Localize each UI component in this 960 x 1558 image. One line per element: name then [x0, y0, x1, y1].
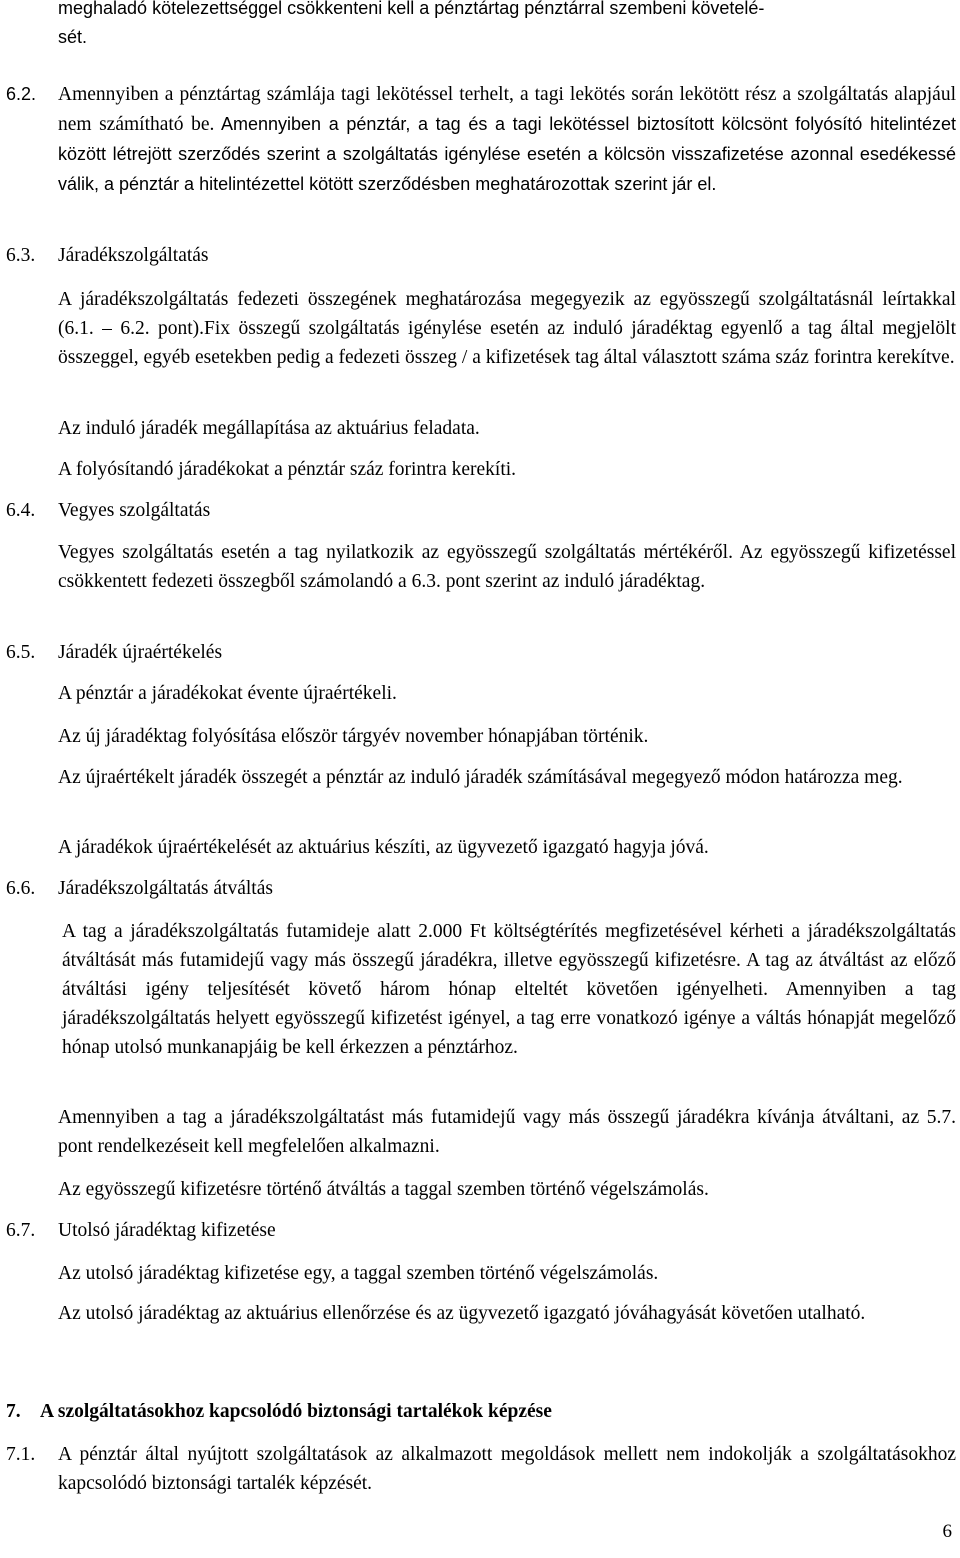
section-6-7-number: 6.7.: [6, 1220, 36, 1241]
section-6-2-text-sans: Amennyiben a pénztár, a tag és a tagi lekötéssel biztosított kölcsönt folyósító hitelintézet között létrejött szerződés szerint a szolgáltatás igénylése esetén a kölcsön visszafizetése azonnal esedékessé válik, a pénztár a hitelintézettel kötött szerződésben meghatározottak szerint jár el.: [58, 114, 957, 194]
section-6-5-paragraph-3: Az újraértékelt járadék összegét a pénztár az induló járadék számításával megegyező módon határozza meg.: [58, 767, 903, 788]
section-7-1-text: A pénztár által nyújtott szolgáltatások az alkalmazott megoldások mellett nem indokolják a szolgáltatásokhoz kapcsolódó biztonsági tartalék képzését.: [58, 1444, 956, 1494]
section-6-3-paragraph-1: A járadékszolgáltatás fedezeti összegének meghatározása megegyezik az egyösszegű szolgáltatásnál leírtakkal (6.1. – 6.2. pont).Fix összegű szolgáltatás igénylése esetén az induló járadéktag egyenlő a tag által megjelölt összeggel, egyéb esetekben pedig a fedezeti összeg / a kifizetések tag által választott száma száz forintra kerekítve.: [58, 289, 956, 368]
section-6-4-title: Vegyes szolgáltatás: [58, 500, 211, 521]
section-6-4-number: 6.4.: [6, 500, 36, 521]
section-6-6-title: Járadékszolgáltatás átváltás: [58, 878, 273, 899]
section-6-7-paragraph-1: Az utolsó járadéktag kifizetése egy, a taggal szemben történő végelszámolás.: [58, 1263, 659, 1284]
section-6-2-number: 6.2.: [6, 84, 37, 104]
section-6-4-paragraph-1: Vegyes szolgáltatás esetén a tag nyilatkozik az egyösszegű szolgáltatás mértékéről. Az egyösszegű kifizetéssel csökkentett fedezeti összegből számolandó a 6.3. pont szerint az induló járadéktag.: [58, 542, 956, 592]
carryover-line-2: sét.: [58, 27, 88, 47]
section-6-7-title: Utolsó járadéktag kifizetése: [58, 1220, 276, 1241]
section-6-6-number: 6.6.: [6, 878, 36, 899]
section-6-6-paragraph-2: Amennyiben a tag a járadékszolgáltatást más futamidejű vagy más összegű járadékra kívánja átváltani, az 5.7. pont rendelkezéseit kell megfelelően alkalmazni.: [58, 1107, 956, 1157]
section-7-title: A szolgáltatásokhoz kapcsolódó biztonsági tartalékok képzése: [40, 1401, 552, 1422]
section-6-5-number: 6.5.: [6, 642, 36, 663]
section-6-2-text-serif: Amennyiben a pénztártag számlája tagi lekötéssel terhelt, a tagi lekötés során lekötött rész a szolgáltatás alapjául nem számítható be.: [58, 84, 956, 135]
section-6-7-paragraph-2: Az utolsó járadéktag az aktuárius ellenőrzése és az ügyvezető igazgató jóváhagyását követően utalható.: [58, 1303, 866, 1324]
section-6-3-paragraph-3: A folyósítandó járadékokat a pénztár száz forintra kerekíti.: [58, 459, 517, 480]
section-6-5-paragraph-2: Az új járadéktag folyósítása először tárgyév november hónapjában történik.: [58, 726, 649, 747]
section-6-3-number: 6.3.: [6, 245, 36, 266]
page-number: 6: [942, 1521, 952, 1542]
carryover-line-1: meghaladó kötelezettséggel csökkenteni kell a pénztártag pénztárral szembeni követelé-: [58, 0, 765, 18]
section-6-5-paragraph-1: A pénztár a járadékokat évente újraértékeli.: [58, 683, 397, 704]
section-7-1-number: 7.1.: [6, 1444, 36, 1465]
section-6-5-title: Járadék újraértékelés: [58, 642, 223, 663]
section-6-2-text: [58, 80, 956, 200]
section-6-6-paragraph-1: A tag a járadékszolgáltatás futamideje alatt 2.000 Ft költségtérítés megfizetésével kérheti a járadékszolgáltatás átváltását más futamidejű vagy más összegű járadékra, illetve egyösszegű kifizetésre. A tag az átváltást az előző átváltási igény teljesítését követő három hónap elteltét követően igényelheti. Amennyiben a tag járadékszolgáltatás helyett egyösszegű kifizetést igényel, a tag erre vonatkozó igénye a váltás hónapját megelőző hónap utolsó munkanapjáig be kell érkezzen a pénztárhoz.: [62, 921, 956, 1058]
section-6-5-paragraph-4: A járadékok újraértékelését az aktuárius készíti, az ügyvezető igazgató hagyja jóvá.: [58, 837, 709, 858]
section-7-number: 7.: [6, 1401, 21, 1422]
section-6-3-paragraph-2: Az induló járadék megállapítása az aktuárius feladata.: [58, 418, 480, 439]
section-6-3-title: Járadékszolgáltatás: [58, 245, 209, 266]
section-6-6-paragraph-3: Az egyösszegű kifizetésre történő átváltás a taggal szemben történő végelszámolás.: [58, 1179, 709, 1200]
